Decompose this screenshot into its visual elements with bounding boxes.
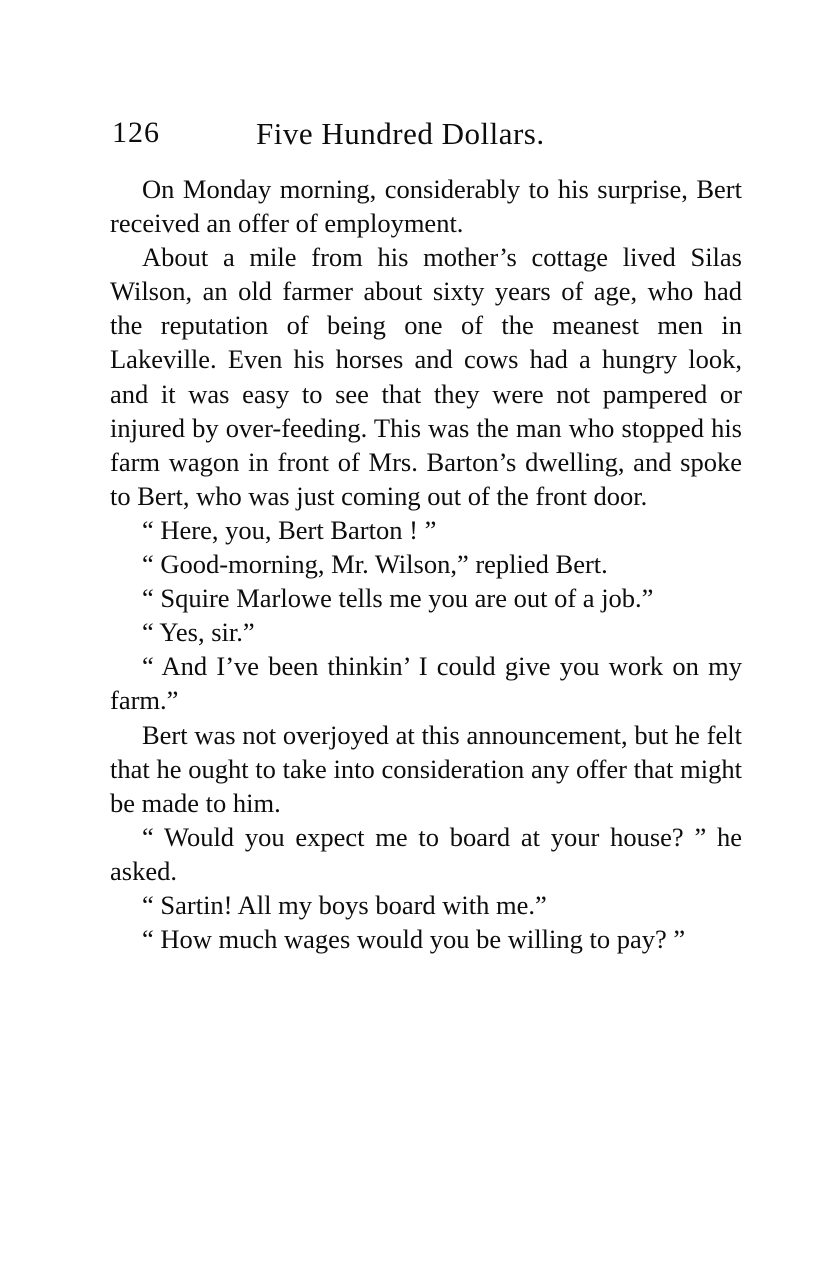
page-number: 126 <box>112 116 160 149</box>
dialogue-line: “ Here, you, Bert Barton ! ” <box>142 514 437 545</box>
dialogue-line: “ Squire Marlowe tells me you are out of a job.” <box>142 583 654 614</box>
paragraph-bert-consideration: Bert was not overjoyed at this announcement, but he felt that he ought to take into consideration any offer that might be made to him. <box>110 719 742 818</box>
dialogue-line: “ Would you expect me to board at your house? ” he asked. <box>110 821 742 886</box>
paragraph-silas-wilson: About a mile from his mother’s cottage lived Silas Wilson, an old farmer about sixty years of age, who had the reputation of being one of the meanest men in Lakeville. Even his horses and cows had a hungry look, and it was easy to see that they were not pampered or injured by over-feeding. This was the man who stopped his farm wagon in front of Mrs. Barton’s dwelling, and spoke to Bert, who was just coming out of the front door. <box>110 242 742 511</box>
dialogue-line: “ And I’ve been thinkin’ I could give you work on my farm.” <box>110 651 742 716</box>
dialogue-line: “ How much wages would you be willing to pay? ” <box>142 924 686 955</box>
page-header <box>112 116 744 160</box>
dialogue-line: “ Sartin! All my boys board with me.” <box>142 889 547 920</box>
dialogue-line: “ Good-morning, Mr. Wilson,” replied Bert. <box>142 549 608 580</box>
running-title: Five Hundred Dollars. <box>256 116 545 151</box>
body-text <box>110 172 742 956</box>
paragraph-offer: On Monday morning, considerably to his surprise, Bert received an offer of employment. <box>110 174 742 239</box>
dialogue-line: “ Yes, sir.” <box>142 617 255 648</box>
